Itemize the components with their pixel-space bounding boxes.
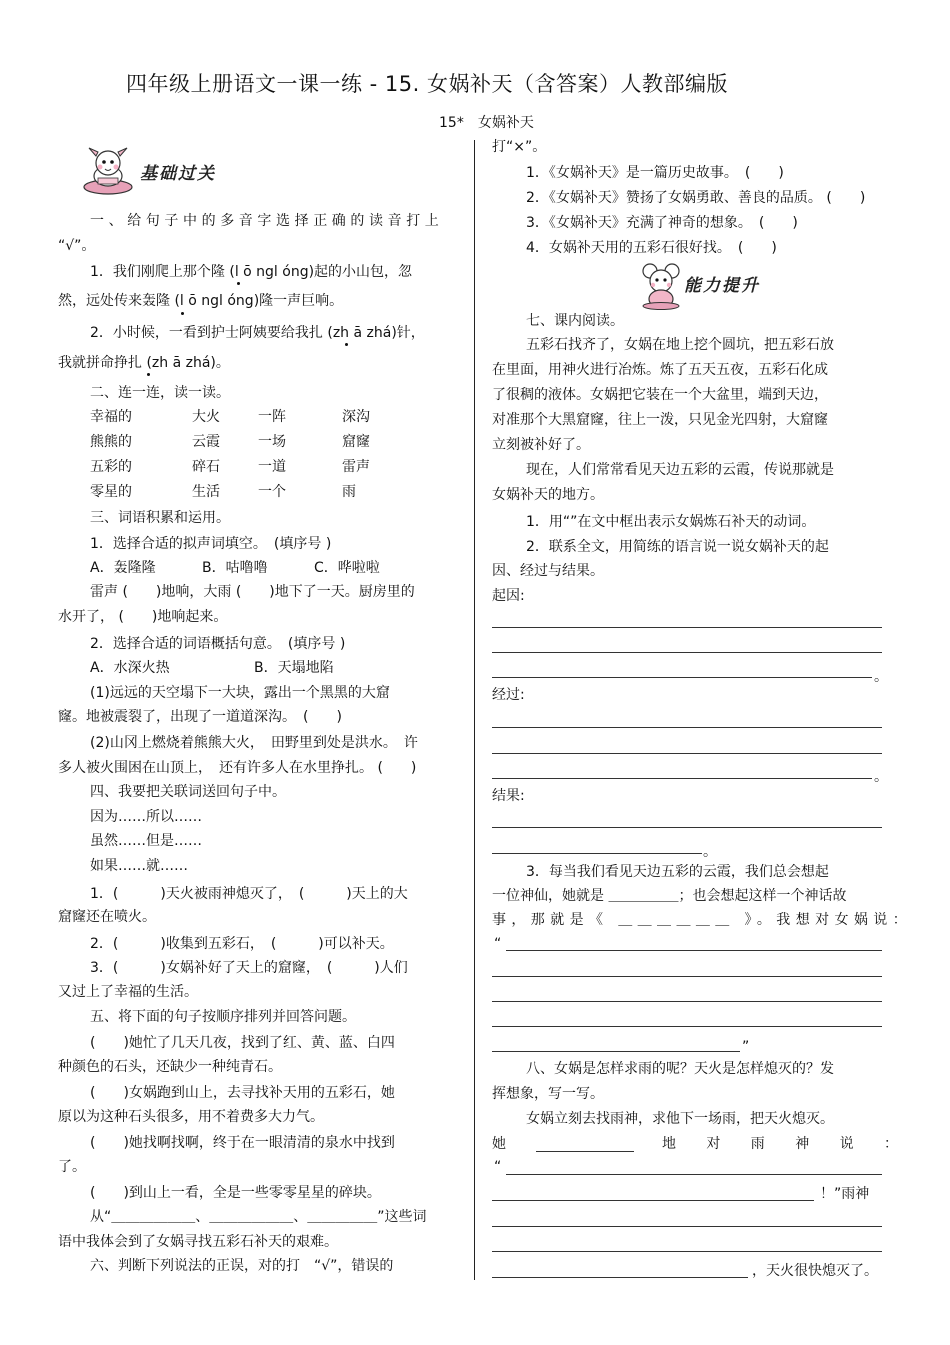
match-word[interactable]: 零星的 xyxy=(90,484,132,500)
wish-answer-line[interactable] xyxy=(492,976,882,977)
s3-q2-2-line2: 多人被火围困在山顶上， 还有许多人在水里挣扎。 ( ) xyxy=(58,760,417,776)
column-divider xyxy=(474,140,475,1280)
s7-q3-line3: 事，那就是《 ＿＿＿＿＿＿ 》。我想对女娲说： xyxy=(492,912,913,928)
s3-q2-1-line1: (1)远远的天空塌下一大块，露出一个黑黑的大窟 xyxy=(90,685,390,701)
match-word[interactable]: 一阵 xyxy=(258,409,286,425)
s3-q2-1-line2: 窿。地被震裂了，出现了一道道深沟。 ( ) xyxy=(58,709,342,725)
s8-answer-line[interactable] xyxy=(492,1251,882,1252)
cause-period: 。 xyxy=(874,669,888,685)
match-word[interactable]: 生活 xyxy=(192,484,220,500)
s3-q1-text2: 水开了， ( )地响起来。 xyxy=(58,609,228,625)
advanced-badge-label: 能力提升 xyxy=(684,276,760,296)
result-label: 结果: xyxy=(492,788,525,804)
s1-q1-line1: 1．我们刚爬上那个隆 (l ō ngl óng)起的小山包，忽 xyxy=(90,264,413,280)
match-word[interactable]: 大火 xyxy=(192,409,220,425)
s6-item-2: 2．《女娲补天》赞扬了女娲勇敢、善良的品质。 ( ) xyxy=(526,190,866,206)
s3-q2-option-a: A．水深火热 xyxy=(90,660,170,676)
s8-line-1: 女娲立刻去找雨神，求他下一场雨，把天火熄灭。 xyxy=(526,1111,834,1127)
passage-line-3: 了很稠的液体。女娲把它装在一个大盆里，端到天边， xyxy=(492,387,828,403)
match-word[interactable]: 五彩的 xyxy=(90,459,132,475)
passage-line-1: 五彩石找齐了，女娲在地上挖个圆坑，把五彩石放 xyxy=(526,337,834,353)
mouse-mascot-icon xyxy=(640,262,684,310)
s3-q1: 1．选择合适的拟声词填空。 (填序号 ) xyxy=(90,536,332,552)
process-answer-line[interactable] xyxy=(492,727,882,728)
s6-item-1: 1．《女娲补天》是一篇历史故事。 ( ) xyxy=(526,165,784,181)
emphasis-dot xyxy=(237,282,240,285)
s8-she: 她 xyxy=(492,1136,506,1152)
cause-label: 起因: xyxy=(492,588,525,604)
section-5-title: 五、将下面的句子按顺序排列并回答问题。 xyxy=(90,1009,356,1025)
match-word[interactable]: 雨 xyxy=(342,484,356,500)
goat-mascot-icon xyxy=(80,144,140,196)
wish-answer-line[interactable] xyxy=(492,1001,882,1002)
s3-q2: 2．选择合适的词语概括句意。 (填序号 ) xyxy=(90,636,346,652)
s1-q2-line1: 2．小时候，一看到护士阿姨要给我扎 (zh ā zhá)针， xyxy=(90,325,425,341)
wish-answer-line[interactable] xyxy=(492,1026,882,1027)
s8-answer-line[interactable] xyxy=(506,1174,882,1175)
match-word[interactable]: 碎石 xyxy=(192,459,220,475)
cause-answer-line[interactable] xyxy=(492,627,882,628)
wish-answer-line[interactable] xyxy=(506,950,882,951)
section-3-title: 三、词语积累和运用。 xyxy=(90,510,230,526)
process-label: 经过: xyxy=(492,687,525,703)
passage-line-2: 在里面，用神火进行冶炼。炼了五天五夜，五彩石化成 xyxy=(492,362,828,378)
s4-q3-line2: 又过上了幸福的生活。 xyxy=(58,984,198,1000)
page-title: 四年级上册语文一课一练 - 15. 女娲补天（含答案）人教部编版 xyxy=(126,72,728,96)
s5-item-4: ( )到山上一看，全是一些零零星星的碎块。 xyxy=(90,1185,381,1201)
process-answer-line[interactable] xyxy=(492,778,872,779)
emphasis-dot xyxy=(345,343,348,346)
s7-q3-close-quote: ” xyxy=(742,1039,750,1055)
advanced-badge xyxy=(640,262,790,312)
s4-word-3: 如果……就…… xyxy=(90,858,188,874)
passage-line-7: 女娲补天的地方。 xyxy=(492,487,604,503)
process-answer-line[interactable] xyxy=(492,753,882,754)
s7-q3-open-quote: “ xyxy=(494,936,502,952)
match-word[interactable]: 云霞 xyxy=(192,434,220,450)
s1-q2-line2: 我就拼命挣扎 (zh ā zhá)。 xyxy=(58,355,230,371)
s5-item-2-line1: ( )女娲跑到山上，去寻找补天用的五彩石，她 xyxy=(90,1085,395,1101)
match-word[interactable]: 深沟 xyxy=(342,409,370,425)
s8-open-quote: “ xyxy=(494,1159,502,1175)
emphasis-dot xyxy=(181,312,184,315)
s4-q1-line2: 窟窿还在喷火。 xyxy=(58,909,156,925)
section-1-title-cont: “√”。 xyxy=(58,238,96,254)
s3-q1-option-a: A．轰隆隆 xyxy=(90,560,156,576)
passage-line-5: 立刻被补好了。 xyxy=(492,437,590,453)
s4-q2: 2．( )收集到五彩石， ( )可以补天。 xyxy=(90,936,394,952)
result-period: 。 xyxy=(703,844,717,860)
s8-rain: ！”雨神 xyxy=(820,1186,870,1202)
section-8-title: 八、女娲是怎样求雨的呢？天火是怎样熄灭的？发 xyxy=(526,1061,834,1077)
basic-badge-label: 基础过关 xyxy=(140,164,216,184)
process-period: 。 xyxy=(874,769,888,785)
s8-answer-line[interactable] xyxy=(492,1277,748,1278)
s5-item-2-line2: 原以为这种石头很多，用不着费多大力气。 xyxy=(58,1109,324,1125)
s4-word-1: 因为……所以…… xyxy=(90,809,202,825)
s3-q1-text1: 雷声 ( )地响，大雨 ( )地下了一天。厨房里的 xyxy=(90,584,415,600)
section-6-title: 六、判断下列说法的正误，对的打 “√”，错误的 xyxy=(90,1258,394,1274)
s7-q2-line1: 2．联系全文，用简练的语言说一说女娲补天的起 xyxy=(526,539,829,555)
wish-answer-line[interactable] xyxy=(492,1051,740,1052)
section-1-title: 一、给句子中的多音字选择正确的读音打上 xyxy=(90,213,444,229)
match-word[interactable]: 熊熊的 xyxy=(90,434,132,450)
s7-q3-line2: 一位神仙，她就是 ＿＿＿＿＿；也会想起这样一个神话故 xyxy=(492,888,847,904)
s8-says: 地 对 雨 神 说 ： xyxy=(662,1136,907,1152)
s4-q3-line1: 3．( )女娲补好了天上的窟窿， ( )人们 xyxy=(90,960,408,976)
match-word[interactable]: 一场 xyxy=(258,434,286,450)
passage-line-4: 对准那个大黑窟窿，往上一泼，只见金光四射，大窟窿 xyxy=(492,412,828,428)
s5-question-line2: 语中我体会到了女娲寻找五彩石补天的艰难。 xyxy=(58,1234,338,1250)
section-2-title: 二、连一连，读一读。 xyxy=(90,385,230,401)
basic-badge xyxy=(80,144,230,196)
s8-manner-blank[interactable] xyxy=(536,1151,634,1152)
lesson-subtitle: 15* 女娲补天 xyxy=(439,115,534,131)
s1-q1-line2: 然，远处传来轰隆 (l ō ngl óng)隆一声巨响。 xyxy=(58,293,344,309)
s5-item-1-line1: ( )她忙了几天几夜，找到了红、黄、蓝、白四 xyxy=(90,1035,395,1051)
section-7-title: 七、课内阅读。 xyxy=(526,313,624,329)
s5-item-3-line1: ( )她找啊找啊，终于在一眼清清的泉水中找到 xyxy=(90,1135,395,1151)
passage-line-6: 现在，人们常常看见天边五彩的云霞，传说那就是 xyxy=(526,462,834,478)
s8-end: ，天火很快熄灭了。 xyxy=(752,1263,878,1279)
match-word[interactable]: 窟窿 xyxy=(342,434,370,450)
s3-q1-option-b: B．咕噜噜 xyxy=(202,560,268,576)
match-word[interactable]: 一个 xyxy=(258,484,286,500)
match-word[interactable]: 一道 xyxy=(258,459,286,475)
s4-q1-line1: 1．( )天火被雨神熄灭了， ( )天上的大 xyxy=(90,886,408,902)
s7-q1: 1．用“”在文中框出表示女娲炼石补天的动词。 xyxy=(526,514,816,530)
s4-word-2: 虽然……但是…… xyxy=(90,833,202,849)
s3-q2-2-line1: (2)山冈上燃烧着熊熊大火， 田野里到处是洪水。 许 xyxy=(90,735,418,751)
s5-question-line1: 从“＿＿＿＿＿＿、＿＿＿＿＿＿、＿＿＿＿＿”这些词 xyxy=(90,1209,427,1225)
cause-answer-line[interactable] xyxy=(492,677,872,678)
result-answer-line[interactable] xyxy=(492,853,702,854)
cause-answer-line[interactable] xyxy=(492,652,882,653)
s5-item-3-line2: 了。 xyxy=(58,1159,86,1175)
s8-answer-line[interactable] xyxy=(492,1200,814,1201)
s6-item-4: 4．女娲补天用的五彩石很好找。 ( ) xyxy=(526,240,777,256)
s6-item-3: 3．《女娲补天》充满了神奇的想象。 ( ) xyxy=(526,215,798,231)
s3-q2-option-b: B．天塌地陷 xyxy=(254,660,334,676)
emphasis-dot xyxy=(147,373,150,376)
section-8-title-cont: 挥想象，写一写。 xyxy=(492,1086,604,1102)
s7-q2-line2: 因、经过与结果。 xyxy=(492,563,604,579)
match-word[interactable]: 雷声 xyxy=(342,459,370,475)
section-4-title: 四、我要把关联词送回句子中。 xyxy=(90,784,286,800)
s7-q3-line1: 3．每当我们看见天边五彩的云霞，我们总会想起 xyxy=(526,864,829,880)
s8-answer-line[interactable] xyxy=(492,1226,882,1227)
section-6-title-cont: 打“×”。 xyxy=(492,139,547,155)
result-answer-line[interactable] xyxy=(492,827,882,828)
s3-q1-option-c: C．哗啦啦 xyxy=(314,560,380,576)
s5-item-1-line2: 种颜色的石头，还缺少一种纯青石。 xyxy=(58,1059,282,1075)
match-word[interactable]: 幸福的 xyxy=(90,409,132,425)
